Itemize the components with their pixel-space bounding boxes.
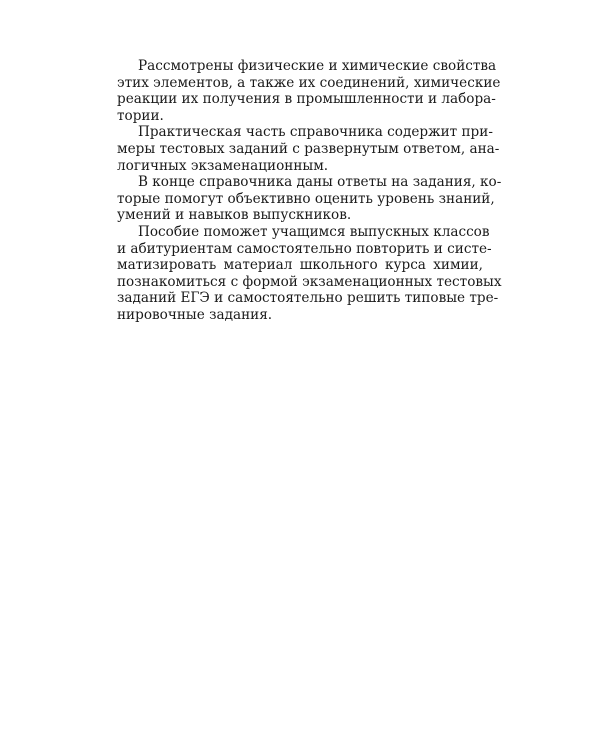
text-line: торые помогут объективно оценить уровень знаний,: [117, 190, 495, 207]
text-line: меры тестовых заданий с развернутым ответом, ана-: [117, 140, 500, 157]
paragraph-purpose: [117, 223, 502, 324]
text-line: реакции их получения в промышленности и лабора-: [117, 91, 496, 108]
text-line: логичных экзаменационным.: [117, 157, 329, 174]
paragraph-practical-part: [117, 124, 500, 174]
paragraph-answers: [117, 174, 502, 224]
text-line: нировочные задания.: [117, 306, 273, 323]
text-line: тории.: [117, 107, 164, 124]
text-line: матизировать материал школьного курса химии,: [117, 257, 483, 274]
text-line: В конце справочника даны ответы на задания, ко-: [138, 174, 502, 191]
text-line: заданий ЕГЭ и самостоятельно решить типовые тре-: [117, 290, 499, 307]
text-line: Пособие поможет учащимся выпускных классов: [138, 223, 490, 240]
body-text: [117, 58, 502, 324]
text-line: этих элементов, а также их соединений, химические: [117, 74, 501, 91]
paragraph-properties: [117, 58, 501, 124]
text-line: и абитуриентам самостоятельно повторить и систе-: [117, 240, 492, 257]
text-line: Рассмотрены физические и химические свойства: [138, 58, 497, 74]
text-line: умений и навыков выпускников.: [117, 207, 352, 224]
text-line: Практическая часть справочника содержит при-: [138, 124, 493, 141]
text-line: познакомиться с формой экзаменационных тестовых: [117, 273, 502, 290]
